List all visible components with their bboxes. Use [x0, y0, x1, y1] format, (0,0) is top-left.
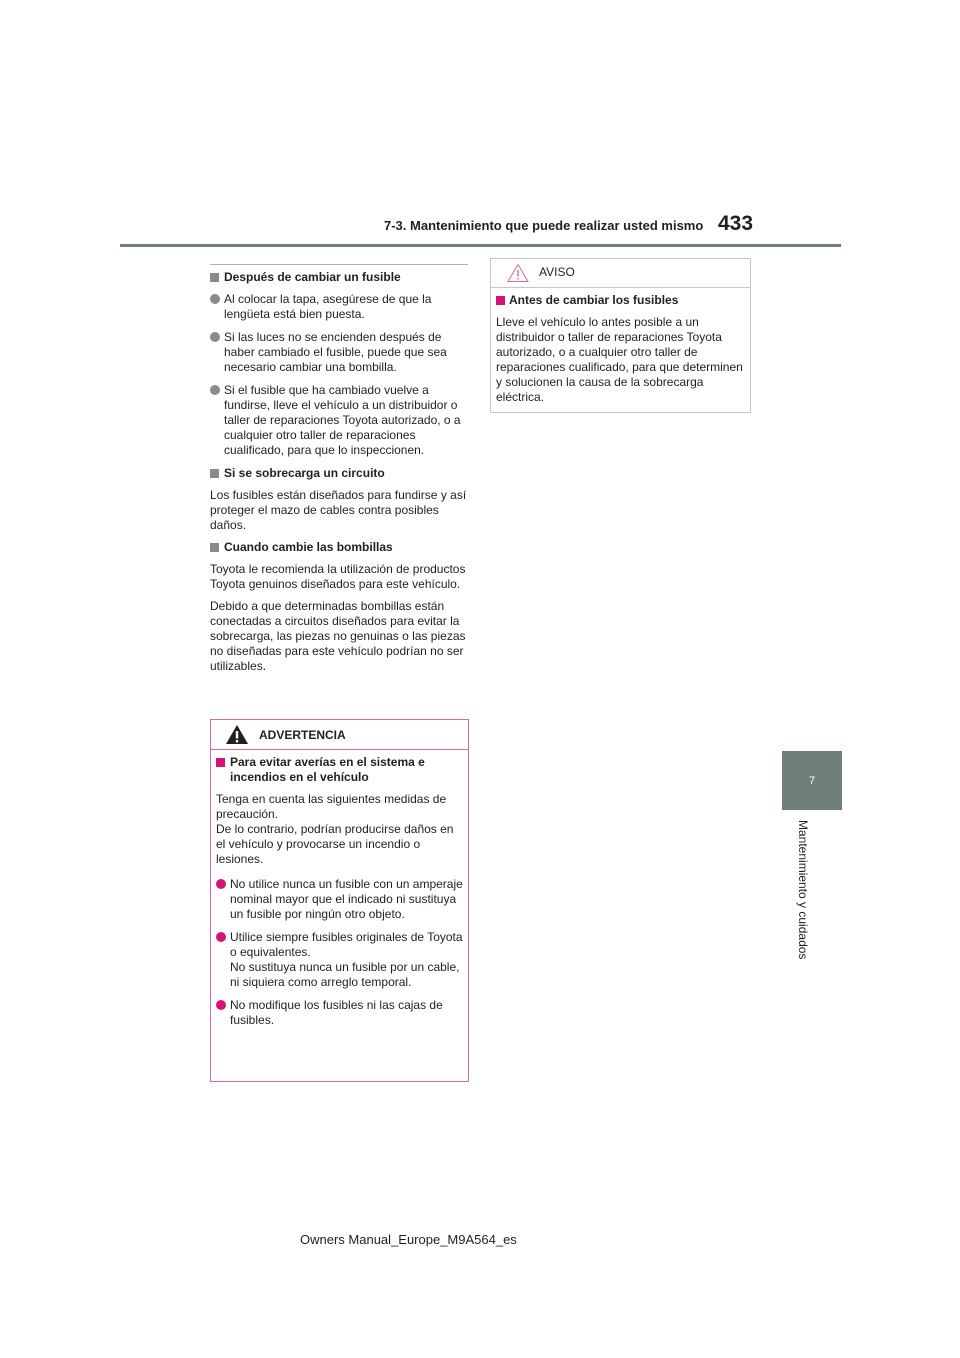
notice-triangle-icon: [507, 263, 529, 283]
chapter-tab: [782, 751, 842, 810]
chapter-label: Mantenimiento y cuidados: [796, 820, 810, 960]
circle-bullet-icon: [210, 332, 220, 342]
bulbs-text-1: Toyota le recomienda la utilización de productos Toyota genuinos diseñados para este vehículo.: [210, 562, 466, 591]
header-rule: [120, 244, 841, 247]
left-column: [210, 264, 468, 681]
warning-intro: Tenga en cuenta las siguientes medidas de precaución. De lo contrario, podrían producirse daños en el vehículo y provocarse un incendio o lesiones.: [216, 792, 454, 866]
footer-text: Owners Manual_Europe_M9A564_es: [300, 1232, 517, 1247]
warning-title: ADVERTENCIA: [259, 728, 346, 742]
warning-heading: Para evitar averías en el sistema e incendios en el vehículo: [216, 755, 463, 785]
notice-heading: Antes de cambiar los fusibles: [496, 293, 745, 308]
square-bullet-icon: [210, 469, 219, 478]
square-bullet-icon: [216, 758, 225, 767]
circle-bullet-icon: [216, 1000, 226, 1010]
list-item: Al colocar la tapa, asegúrese de que la lengüeta está bien puesta.: [210, 292, 468, 322]
bulbs-heading: Cuando cambie las bombillas: [210, 540, 468, 555]
list-item: No modifique los fusibles ni las cajas de fusibles.: [216, 998, 463, 1028]
column-top-rule: [210, 264, 468, 265]
overload-text: Los fusibles están diseñados para fundirse y así proteger el mazo de cables contra posibles daños.: [210, 488, 467, 532]
square-bullet-icon: [496, 296, 505, 305]
notice-title: AVISO: [539, 265, 575, 279]
after-change-heading: Después de cambiar un fusible: [210, 270, 468, 285]
list-item: Si las luces no se encienden después de haber cambiado el fusible, puede que sea necesario cambiar una bombilla.: [210, 330, 468, 375]
circle-bullet-icon: [216, 932, 226, 942]
notice-body: [491, 288, 750, 405]
square-bullet-icon: [210, 273, 219, 282]
list-item: Si el fusible que ha cambiado vuelve a fundirse, lleve el vehículo a un distribuidor o taller de reparaciones Toyota autorizado, o a cualquier otro taller de reparaciones cualificado, para que lo inspeccionen.: [210, 383, 468, 458]
notice-box: [490, 258, 751, 413]
warning-box: [210, 719, 469, 1082]
notice-text: Lleve el vehículo lo antes posible a un distribuidor o taller de reparaciones Toyota autorizado, o a cualquier otro taller de reparaciones cualificado, para que determinen y solucionen la causa de la sobrecarga eléctrica.: [496, 315, 743, 404]
circle-bullet-icon: [210, 294, 220, 304]
warning-header: [211, 720, 468, 750]
list-item: Utilice siempre fusibles originales de Toyota o equivalentes. No sustituya nunca un fusible por un cable, ni siquiera como arreglo temporal.: [216, 930, 463, 990]
bulbs-text-2: Debido a que determinadas bombillas están conectadas a circuitos diseñados para evitar la sobrecarga, las piezas no genuinas o las piezas no diseñadas para este vehículo podrían no ser utilizables.: [210, 599, 466, 673]
section-title: 7-3. Mantenimiento que puede realizar usted mismo: [384, 218, 704, 233]
warning-triangle-icon: [225, 724, 249, 745]
chapter-number: 7: [808, 774, 816, 787]
square-bullet-icon: [210, 543, 219, 552]
page-number: 433: [718, 212, 754, 235]
warning-body: [211, 750, 468, 1028]
circle-bullet-icon: [216, 879, 226, 889]
overload-heading: Si se sobrecarga un circuito: [210, 466, 468, 481]
list-item: No utilice nunca un fusible con un amperaje nominal mayor que el indicado ni sustituya un fusible por ningún otro objeto.: [216, 877, 463, 922]
circle-bullet-icon: [210, 385, 220, 395]
notice-header: [491, 259, 750, 288]
